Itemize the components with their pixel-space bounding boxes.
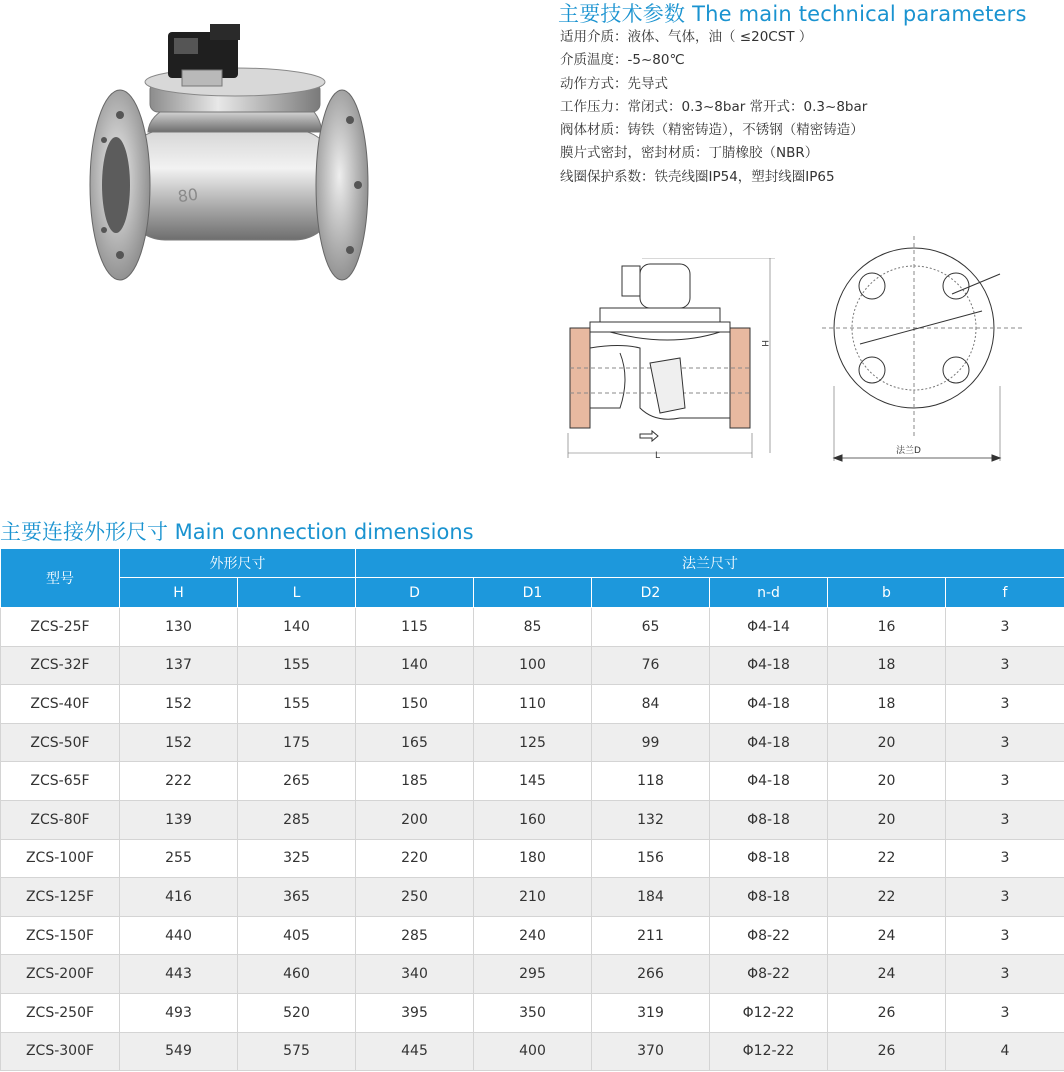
table-cell: 26 <box>828 1032 946 1071</box>
table-cell: 118 <box>592 762 710 801</box>
table-cell: 211 <box>592 916 710 955</box>
flange-diameter-label: 法兰D <box>896 446 921 456</box>
param-body-material: 阀体材质：铸铁（精密铸造），不锈钢（精密铸造） <box>560 122 864 139</box>
table-cell: 405 <box>238 916 356 955</box>
table-cell: 99 <box>592 723 710 762</box>
table-cell: 285 <box>238 800 356 839</box>
table-cell: 460 <box>238 955 356 994</box>
model-cell: ZCS-50F <box>1 723 120 762</box>
table-cell: 3 <box>946 878 1064 917</box>
table-cell: 3 <box>946 646 1064 685</box>
table-cell: 16 <box>828 608 946 647</box>
param-coil-protection: 线圈保护系数：铁壳线圈IP54，塑封线圈IP65 <box>560 168 835 185</box>
table-cell: 20 <box>828 762 946 801</box>
table-cell: 325 <box>238 839 356 878</box>
model-cell: ZCS-80F <box>1 800 120 839</box>
table-cell: 440 <box>120 916 238 955</box>
table-cell: 340 <box>356 955 474 994</box>
param-medium: 适用介质：液体、气体，油（ ≤20CST ） <box>560 29 813 45</box>
table-cell: 319 <box>592 993 710 1032</box>
table-cell: 3 <box>946 685 1064 724</box>
table-cell: 65 <box>592 608 710 647</box>
model-cell: ZCS-150F <box>1 916 120 955</box>
table-cell: 130 <box>120 608 238 647</box>
table-cell: Φ8-18 <box>710 800 828 839</box>
table-cell: 575 <box>238 1032 356 1071</box>
model-cell: ZCS-40F <box>1 685 120 724</box>
model-cell: ZCS-100F <box>1 839 120 878</box>
table-row <box>1 955 1064 994</box>
table-cell: 22 <box>828 839 946 878</box>
header-f: f <box>946 578 1064 608</box>
table-cell: 132 <box>592 800 710 839</box>
table-cell: 4 <box>946 1032 1064 1071</box>
table-cell: 250 <box>356 878 474 917</box>
model-cell: ZCS-300F <box>1 1032 120 1071</box>
table-cell: 115 <box>356 608 474 647</box>
table-cell: 295 <box>474 955 592 994</box>
table-cell: 265 <box>238 762 356 801</box>
table-cell: 416 <box>120 878 238 917</box>
table-row <box>1 993 1064 1032</box>
header-model: 型号 <box>1 549 120 608</box>
table-row <box>1 916 1064 955</box>
table-cell: 365 <box>238 878 356 917</box>
header-outer-dimensions: 外形尺寸 <box>120 549 356 578</box>
table-cell: 137 <box>120 646 238 685</box>
table-cell: 125 <box>474 723 592 762</box>
table-cell: 152 <box>120 723 238 762</box>
table-cell: 3 <box>946 839 1064 878</box>
dimensions-table <box>0 548 1064 1071</box>
table-cell: 266 <box>592 955 710 994</box>
table-cell: 180 <box>474 839 592 878</box>
technical-parameters-title: 主要技术参数 The main technical parameters <box>558 2 1027 26</box>
table-cell: 18 <box>828 685 946 724</box>
table-cell: 400 <box>474 1032 592 1071</box>
table-cell: 3 <box>946 955 1064 994</box>
table-cell: 210 <box>474 878 592 917</box>
table-cell: 20 <box>828 800 946 839</box>
table-cell: 3 <box>946 916 1064 955</box>
table-row <box>1 878 1064 917</box>
table-cell: Φ4-18 <box>710 762 828 801</box>
table-cell: 22 <box>828 878 946 917</box>
body-casting-mark: 80 <box>176 184 200 207</box>
model-cell: ZCS-200F <box>1 955 120 994</box>
table-cell: 3 <box>946 762 1064 801</box>
header-b: b <box>828 578 946 608</box>
table-cell: 145 <box>474 762 592 801</box>
table-row <box>1 608 1064 647</box>
valve-product-photo <box>70 20 390 295</box>
table-cell: 443 <box>120 955 238 994</box>
table-cell: 139 <box>120 800 238 839</box>
table-row <box>1 646 1064 685</box>
header-h: H <box>120 578 238 608</box>
table-cell: 140 <box>356 646 474 685</box>
table-row <box>1 723 1064 762</box>
table-cell: 520 <box>238 993 356 1032</box>
table-cell: 155 <box>238 646 356 685</box>
table-row <box>1 1032 1064 1071</box>
table-cell: Φ4-18 <box>710 685 828 724</box>
table-cell: 150 <box>356 685 474 724</box>
param-pressure: 工作压力：常闭式：0.3~8bar 常开式：0.3~8bar <box>560 98 868 115</box>
table-cell: 152 <box>120 685 238 724</box>
table-cell: 3 <box>946 723 1064 762</box>
model-cell: ZCS-32F <box>1 646 120 685</box>
table-cell: 240 <box>474 916 592 955</box>
header-d2: D2 <box>592 578 710 608</box>
dimension-label-l: L <box>655 451 661 461</box>
param-temperature: 介质温度：-5~80℃ <box>560 52 685 69</box>
technical-parameters-list <box>560 26 867 189</box>
table-cell: 26 <box>828 993 946 1032</box>
table-cell: Φ8-22 <box>710 916 828 955</box>
table-cell: 18 <box>828 646 946 685</box>
table-cell: 185 <box>356 762 474 801</box>
table-cell: 84 <box>592 685 710 724</box>
dimension-label-h: H <box>759 340 769 347</box>
table-row <box>1 839 1064 878</box>
table-cell: 200 <box>356 800 474 839</box>
model-cell: ZCS-25F <box>1 608 120 647</box>
table-cell: 395 <box>356 993 474 1032</box>
valve-section-drawing <box>560 258 780 463</box>
dimensions-table-body <box>1 608 1064 1071</box>
table-cell: Φ8-22 <box>710 955 828 994</box>
table-cell: 493 <box>120 993 238 1032</box>
table-cell: Φ4-14 <box>710 608 828 647</box>
table-cell: 20 <box>828 723 946 762</box>
table-cell: 24 <box>828 955 946 994</box>
flange-face-drawing <box>822 236 1022 466</box>
table-cell: 549 <box>120 1032 238 1071</box>
table-cell: 175 <box>238 723 356 762</box>
table-cell: 370 <box>592 1032 710 1071</box>
param-action: 动作方式：先导式 <box>560 75 668 92</box>
table-cell: Φ8-18 <box>710 839 828 878</box>
table-cell: 85 <box>474 608 592 647</box>
table-cell: 160 <box>474 800 592 839</box>
header-d: D <box>356 578 474 608</box>
table-cell: 24 <box>828 916 946 955</box>
table-cell: 110 <box>474 685 592 724</box>
header-d1: D1 <box>474 578 592 608</box>
model-cell: ZCS-125F <box>1 878 120 917</box>
table-cell: 220 <box>356 839 474 878</box>
header-n-d: n-d <box>710 578 828 608</box>
table-cell: 3 <box>946 608 1064 647</box>
table-cell: 156 <box>592 839 710 878</box>
param-seal: 膜片式密封，密封材质：丁腈橡胶（NBR） <box>560 145 819 162</box>
model-cell: ZCS-250F <box>1 993 120 1032</box>
table-cell: Φ12-22 <box>710 1032 828 1071</box>
table-cell: 255 <box>120 839 238 878</box>
table-cell: 445 <box>356 1032 474 1071</box>
table-cell: 155 <box>238 685 356 724</box>
table-cell: 76 <box>592 646 710 685</box>
table-cell: Φ8-18 <box>710 878 828 917</box>
table-cell: 3 <box>946 993 1064 1032</box>
table-cell: 350 <box>474 993 592 1032</box>
table-cell: Φ4-18 <box>710 723 828 762</box>
dimensions-title: 主要连接外形尺寸 Main connection dimensions <box>0 520 474 544</box>
table-cell: 3 <box>946 800 1064 839</box>
table-cell: 184 <box>592 878 710 917</box>
header-l: L <box>238 578 356 608</box>
table-row <box>1 762 1064 801</box>
table-cell: 100 <box>474 646 592 685</box>
model-cell: ZCS-65F <box>1 762 120 801</box>
table-cell: 285 <box>356 916 474 955</box>
table-cell: 165 <box>356 723 474 762</box>
table-row <box>1 800 1064 839</box>
table-cell: Φ4-18 <box>710 646 828 685</box>
header-flange-dimensions: 法兰尺寸 <box>356 549 1064 578</box>
table-cell: Φ12-22 <box>710 993 828 1032</box>
table-cell: 140 <box>238 608 356 647</box>
table-row <box>1 685 1064 724</box>
table-cell: 222 <box>120 762 238 801</box>
